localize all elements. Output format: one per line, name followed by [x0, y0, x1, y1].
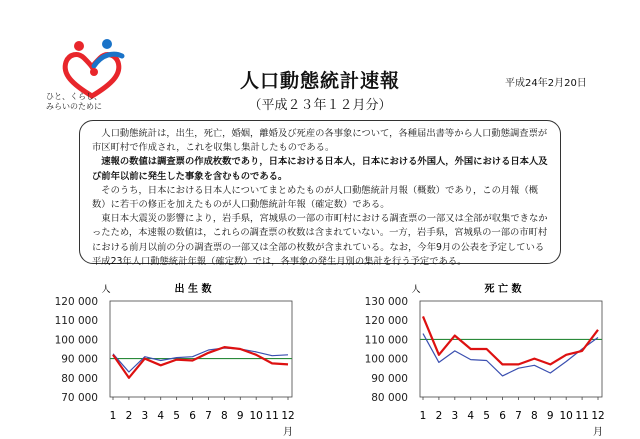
x-tick-label: 10	[249, 410, 263, 422]
summary-paragraph-4: 東日本大震災の影響により，岩手県，宮城県の一部の市町村における調査票の一部又は全部が収集できなかったため，本速報の数値は，これらの調査票の枚数は含まれていない。一方，岩手県，宮城県の一部の市町村における前月以前の分の調査票の一部又は全部の枚数が含まれている。なお，今年9月の公表を予定している平成23年人口動態統計年報（確定数）では，各事象の発生月別の集計を行う予定である。	[92, 213, 548, 267]
y-tick-label: 120 000	[364, 315, 408, 328]
x-tick-label: 3	[451, 410, 459, 422]
y-tick-label: 90 000	[61, 353, 98, 366]
x-tick-label: 8	[531, 410, 538, 422]
x-tick-label: 1	[419, 410, 427, 422]
plot-area-frame	[420, 301, 602, 397]
x-tick-label: 5	[483, 410, 490, 422]
y-axis-unit-label: 人	[411, 285, 421, 295]
y-tick-label: 100 000	[54, 334, 98, 347]
x-tick-label: 8	[221, 410, 228, 422]
y-tick-label: 110 000	[364, 334, 408, 347]
x-tick-label: 9	[236, 410, 244, 422]
logo-tagline-line1: ひと、くらし、	[46, 92, 102, 101]
x-tick-label: 10	[559, 410, 573, 422]
chart-title: 死 亡 数	[484, 284, 522, 295]
summary-paragraph-1: 人口動態統計は，出生，死亡，婚姻，離婚及び死産の各事象について，各種届出書等から人口動態調査票が市区町村で作成され，これを収集し集計したものである。	[92, 128, 548, 154]
document-title: 人口動態統計速報	[239, 70, 400, 92]
summary-paragraph-3: そのうち，日本における日本人についてまとめたものが人口動態統計月報（概数）であり，この月報（概数）に若干の修正を加えたものが人口動態統計年報（確定数）である。	[92, 184, 539, 211]
x-tick-label: 6	[189, 410, 196, 422]
summary-paragraph-2: 速報の数値は調査票の作成枚数であり，日本における日本人，日本における外国人，外国における日本人及び前年以前に発生した事象を含むものである。	[92, 156, 548, 182]
chart-title: 出 生 数	[174, 284, 212, 295]
y-tick-label: 70 000	[61, 392, 98, 404]
y-tick-label: 80 000	[61, 372, 98, 385]
document-subtitle: （平成２３年１２月分）	[248, 98, 392, 113]
x-tick-label: 9	[546, 410, 554, 422]
y-tick-label: 120 000	[54, 296, 98, 308]
logo-tagline-line2: みらいのために	[46, 102, 102, 111]
logo-blue-figure-head	[102, 39, 112, 49]
x-tick-label: 11	[265, 410, 279, 422]
x-tick-label: 2	[125, 410, 133, 422]
x-tick-label: 6	[499, 410, 506, 422]
y-tick-label: 110 000	[54, 315, 98, 328]
summary-box	[79, 120, 561, 267]
x-tick-label: 12	[281, 410, 295, 422]
x-tick-label: 12	[591, 410, 605, 422]
x-axis-unit-label: 月	[593, 427, 603, 438]
x-tick-label: 1	[109, 410, 117, 422]
publication-date: 平成24年2月20日	[505, 78, 587, 89]
previous-year-series-line	[113, 348, 288, 372]
x-tick-label: 7	[205, 410, 212, 422]
y-tick-label: 90 000	[371, 372, 408, 385]
deaths-chart	[332, 280, 617, 439]
logo-red-figure-head	[74, 41, 84, 51]
x-axis-unit-label: 月	[283, 427, 293, 438]
x-tick-label: 11	[575, 410, 589, 422]
plot-area-frame	[110, 301, 292, 397]
x-tick-label: 5	[173, 410, 180, 422]
x-tick-label: 7	[515, 410, 522, 422]
x-tick-label: 4	[157, 410, 165, 422]
births-chart	[22, 280, 307, 439]
x-tick-label: 4	[467, 410, 475, 422]
x-tick-label: 3	[141, 410, 149, 422]
y-axis-unit-label: 人	[101, 285, 111, 295]
x-tick-label: 2	[435, 410, 443, 422]
y-tick-label: 100 000	[364, 353, 408, 366]
y-tick-label: 130 000	[364, 296, 408, 308]
y-tick-label: 80 000	[371, 392, 408, 404]
